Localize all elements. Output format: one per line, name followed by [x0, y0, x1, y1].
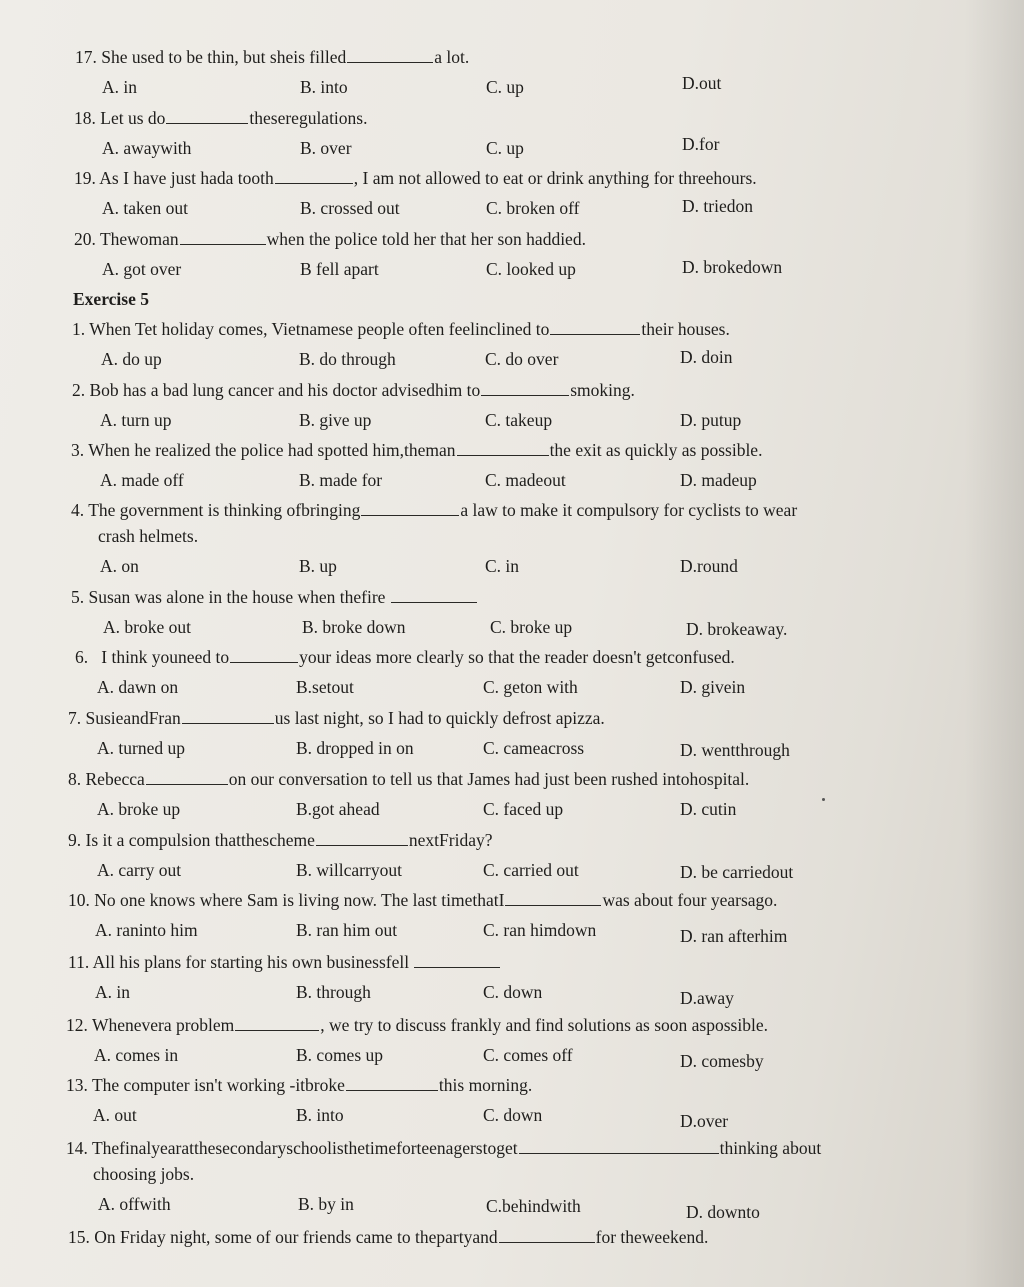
question-text-before: Thefinalyearatthesecondaryschoolisthetimeforteenagerstoget	[91, 1138, 518, 1158]
question-stem	[68, 889, 777, 911]
option-d[interactable]: D.for	[682, 134, 720, 154]
question-number: 17.	[75, 47, 97, 67]
question-text-before: All his plans for starting his own businessfell	[92, 952, 410, 972]
question-text-before: Is it a compulsion thatthescheme	[85, 830, 315, 850]
option-a[interactable]: A. do up	[101, 349, 162, 369]
option-a[interactable]: A. offwith	[98, 1194, 171, 1214]
question-text-after: your ideas more clearly so that the reader doesn't getconfused.	[299, 647, 735, 667]
option-c[interactable]: C. broken off	[486, 198, 580, 218]
option-c[interactable]: C. in	[485, 556, 520, 576]
question-number: 2.	[72, 380, 86, 400]
option-a[interactable]: A. got over	[102, 259, 182, 279]
question-number: 7.	[68, 708, 82, 728]
answer-blank	[481, 379, 569, 396]
answer-blank	[519, 1137, 719, 1154]
option-c[interactable]: C. carried out	[483, 860, 579, 880]
option-b[interactable]: B. up	[299, 556, 337, 576]
question-text-before: The computer isn't working -itbroke	[91, 1075, 345, 1095]
question-text-before: Whenevera problem	[91, 1015, 235, 1035]
option-d[interactable]: D.away	[680, 988, 734, 1008]
option-a[interactable]: A. out	[93, 1105, 137, 1125]
option-d[interactable]: D. putup	[680, 410, 742, 430]
option-d[interactable]: D.over	[680, 1111, 729, 1131]
question-text-after: a lot.	[434, 47, 470, 67]
question-number: 4.	[71, 500, 85, 520]
option-b[interactable]: B. do through	[299, 349, 396, 369]
option-b[interactable]: B. comes up	[296, 1045, 384, 1065]
answer-blank	[182, 707, 274, 724]
question-text-after: was about four yearsago.	[602, 890, 778, 910]
option-a[interactable]: A. made off	[100, 470, 184, 490]
option-d[interactable]: D. triedon	[682, 196, 753, 216]
option-c[interactable]: C.behindwith	[486, 1196, 581, 1216]
page-edge-shadow	[964, 0, 1024, 1287]
question-stem	[71, 439, 762, 461]
question-text-after: us last night, so I had to quickly defrost apizza.	[274, 708, 605, 728]
question-text-before: Thewoman	[99, 229, 179, 249]
question-stem	[66, 1137, 821, 1159]
option-a[interactable]: A. raninto him	[95, 920, 198, 940]
option-d[interactable]: D. ran afterhim	[680, 926, 788, 946]
option-d[interactable]: D. downto	[686, 1202, 760, 1222]
question-number: 18.	[74, 108, 96, 128]
question-text-after: this morning.	[438, 1075, 533, 1095]
question-number: 11.	[68, 952, 90, 972]
option-d[interactable]: D. brokedown	[682, 257, 783, 277]
option-b[interactable]: B. crossed out	[300, 198, 400, 218]
answer-blank	[550, 318, 640, 335]
option-a[interactable]: A. turn up	[100, 410, 172, 430]
question-text-before: Let us do	[100, 108, 166, 128]
option-c[interactable]: C. looked up	[486, 259, 576, 279]
question-stem	[68, 951, 501, 973]
option-b[interactable]: B. into	[300, 77, 348, 97]
option-a[interactable]: A. broke up	[97, 799, 181, 819]
option-c[interactable]: C. madeout	[485, 470, 566, 490]
option-a[interactable]: A. in	[102, 77, 137, 97]
option-a[interactable]: A. on	[100, 556, 139, 576]
option-c[interactable]: C. up	[486, 77, 524, 97]
question-text-before: SusieandFran	[85, 708, 181, 728]
answer-blank	[391, 586, 477, 603]
option-c[interactable]: C. down	[483, 982, 543, 1002]
question-text-after: when the police told her that her son haddied.	[266, 229, 586, 249]
question-continuation: crash helmets.	[98, 526, 199, 546]
option-b[interactable]: B. into	[296, 1105, 344, 1125]
option-b[interactable]: B. broke down	[302, 617, 406, 637]
question-text-after: nextFriday?	[408, 830, 493, 850]
answer-blank	[346, 1074, 438, 1091]
option-d[interactable]: D. wentthrough	[680, 740, 790, 760]
option-b[interactable]: B. made for	[299, 470, 383, 490]
question-number: 20.	[74, 229, 96, 249]
answer-blank	[414, 951, 500, 968]
question-stem	[68, 829, 492, 851]
question-stem	[68, 768, 749, 790]
question-number: 14.	[66, 1138, 88, 1158]
question-stem	[72, 318, 730, 340]
section-title: Exercise 5	[73, 289, 149, 309]
answer-blank	[316, 829, 408, 846]
question-stem	[74, 107, 367, 129]
question-text-after: the exit as quickly as possible.	[549, 440, 763, 460]
option-c[interactable]: C. up	[486, 138, 524, 158]
question-stem	[74, 167, 757, 189]
question-text-after: smoking.	[570, 380, 635, 400]
answer-blank	[235, 1014, 319, 1031]
answer-blank	[146, 768, 228, 785]
question-number: 5.	[71, 587, 85, 607]
question-stem	[66, 1014, 768, 1036]
option-c[interactable]: C. takeup	[485, 410, 553, 430]
option-d[interactable]: D. madeup	[680, 470, 757, 490]
question-number: 19.	[74, 168, 96, 188]
question-number: 3.	[71, 440, 85, 460]
question-number: 12.	[66, 1015, 88, 1035]
option-b[interactable]: B. by in	[298, 1194, 354, 1214]
option-d[interactable]: D. givein	[680, 677, 746, 697]
option-d[interactable]: D.out	[682, 73, 722, 93]
option-d[interactable]: D.round	[680, 556, 738, 576]
answer-blank	[347, 46, 433, 63]
question-text-before: When he realized the police had spotted him,theman	[88, 440, 456, 460]
question-text-before: As I have just hada tooth	[99, 168, 274, 188]
stray-mark	[822, 798, 825, 801]
option-b[interactable]: B. dropped in on	[296, 738, 414, 758]
option-b[interactable]: B.setout	[296, 677, 354, 697]
question-text-after: for theweekend.	[595, 1227, 709, 1247]
option-a[interactable]: A. awaywith	[102, 138, 192, 158]
option-d[interactable]: D. brokeaway.	[686, 619, 788, 639]
option-c[interactable]: C. comes off	[483, 1045, 573, 1065]
question-number: 15.	[68, 1227, 90, 1247]
option-d[interactable]: D. doin	[680, 347, 733, 367]
question-text-before: She used to be thin, but sheis filled	[101, 47, 347, 67]
option-c[interactable]: C. down	[483, 1105, 543, 1125]
option-b[interactable]: B.got ahead	[296, 799, 380, 819]
question-number: 6.	[75, 647, 89, 667]
question-stem	[71, 499, 797, 521]
option-a[interactable]: A. comes in	[94, 1045, 179, 1065]
option-b[interactable]: B. give up	[299, 410, 372, 430]
option-b[interactable]: B fell apart	[300, 259, 379, 279]
question-text-before: Rebecca	[85, 769, 145, 789]
option-c[interactable]: C. do over	[485, 349, 559, 369]
answer-blank	[275, 167, 353, 184]
question-stem	[66, 1074, 532, 1096]
question-continuation: choosing jobs.	[93, 1164, 195, 1184]
question-number: 13.	[66, 1075, 88, 1095]
option-c[interactable]: C. geton with	[483, 677, 578, 697]
option-a[interactable]: A. taken out	[102, 198, 189, 218]
question-number: 8.	[68, 769, 82, 789]
option-b[interactable]: B. willcarryout	[296, 860, 402, 880]
option-a[interactable]: A. broke out	[103, 617, 191, 637]
question-text-after: thinking about	[719, 1138, 822, 1158]
question-text-before: Bob has a bad lung cancer and his doctor advisedhim to	[89, 380, 481, 400]
question-text-after: , we try to discuss frankly and find solutions as soon aspossible.	[320, 1015, 768, 1035]
question-stem	[74, 228, 586, 250]
option-c[interactable]: C. broke up	[490, 617, 573, 637]
option-c[interactable]: C. ran himdown	[483, 920, 597, 940]
question-text-after: their houses.	[641, 319, 730, 339]
question-number: 1.	[72, 319, 86, 339]
question-stem	[75, 646, 735, 668]
question-text-after: on our conversation to tell us that James had just been rushed intohospital.	[228, 769, 750, 789]
answer-blank	[361, 499, 459, 516]
question-text-before: The government is thinking ofbringing	[88, 500, 361, 520]
question-stem	[71, 586, 478, 608]
question-stem	[68, 707, 605, 729]
option-d[interactable]: D. comesby	[680, 1051, 764, 1071]
answer-blank	[180, 228, 266, 245]
question-text-before: No one knows where Sam is living now. The last timethatI	[94, 890, 505, 910]
question-number: 9.	[68, 830, 82, 850]
question-text-after: a law to make it compulsory for cyclists to wear	[460, 500, 798, 520]
option-d[interactable]: D. be carriedout	[680, 862, 794, 882]
question-text-before: I think youneed to	[101, 647, 230, 667]
option-c[interactable]: C. faced up	[483, 799, 564, 819]
answer-blank	[499, 1226, 595, 1243]
answer-blank	[505, 889, 601, 906]
option-c[interactable]: C. cameacross	[483, 738, 585, 758]
option-b[interactable]: B. ran him out	[296, 920, 398, 940]
question-text-after: , I am not allowed to eat or drink anything for threehours.	[353, 168, 757, 188]
question-stem	[72, 379, 635, 401]
question-text-before: When Tet holiday comes, Vietnamese people often feelinclined to	[89, 319, 550, 339]
option-a[interactable]: A. dawn on	[97, 677, 179, 697]
option-b[interactable]: B. over	[300, 138, 352, 158]
option-a[interactable]: A. turned up	[97, 738, 185, 758]
answer-blank	[457, 439, 549, 456]
question-text-before: Susan was alone in the house when thefire	[88, 587, 386, 607]
question-stem	[75, 46, 469, 68]
option-a[interactable]: A. carry out	[97, 860, 182, 880]
option-b[interactable]: B. through	[296, 982, 371, 1002]
answer-blank	[230, 646, 298, 663]
question-number: 10.	[68, 890, 90, 910]
answer-blank	[166, 107, 248, 124]
option-d[interactable]: D. cutin	[680, 799, 737, 819]
question-stem	[68, 1226, 708, 1248]
option-a[interactable]: A. in	[95, 982, 130, 1002]
question-text-after: theseregulations.	[249, 108, 368, 128]
question-text-before: On Friday night, some of our friends came to thepartyand	[94, 1227, 498, 1247]
